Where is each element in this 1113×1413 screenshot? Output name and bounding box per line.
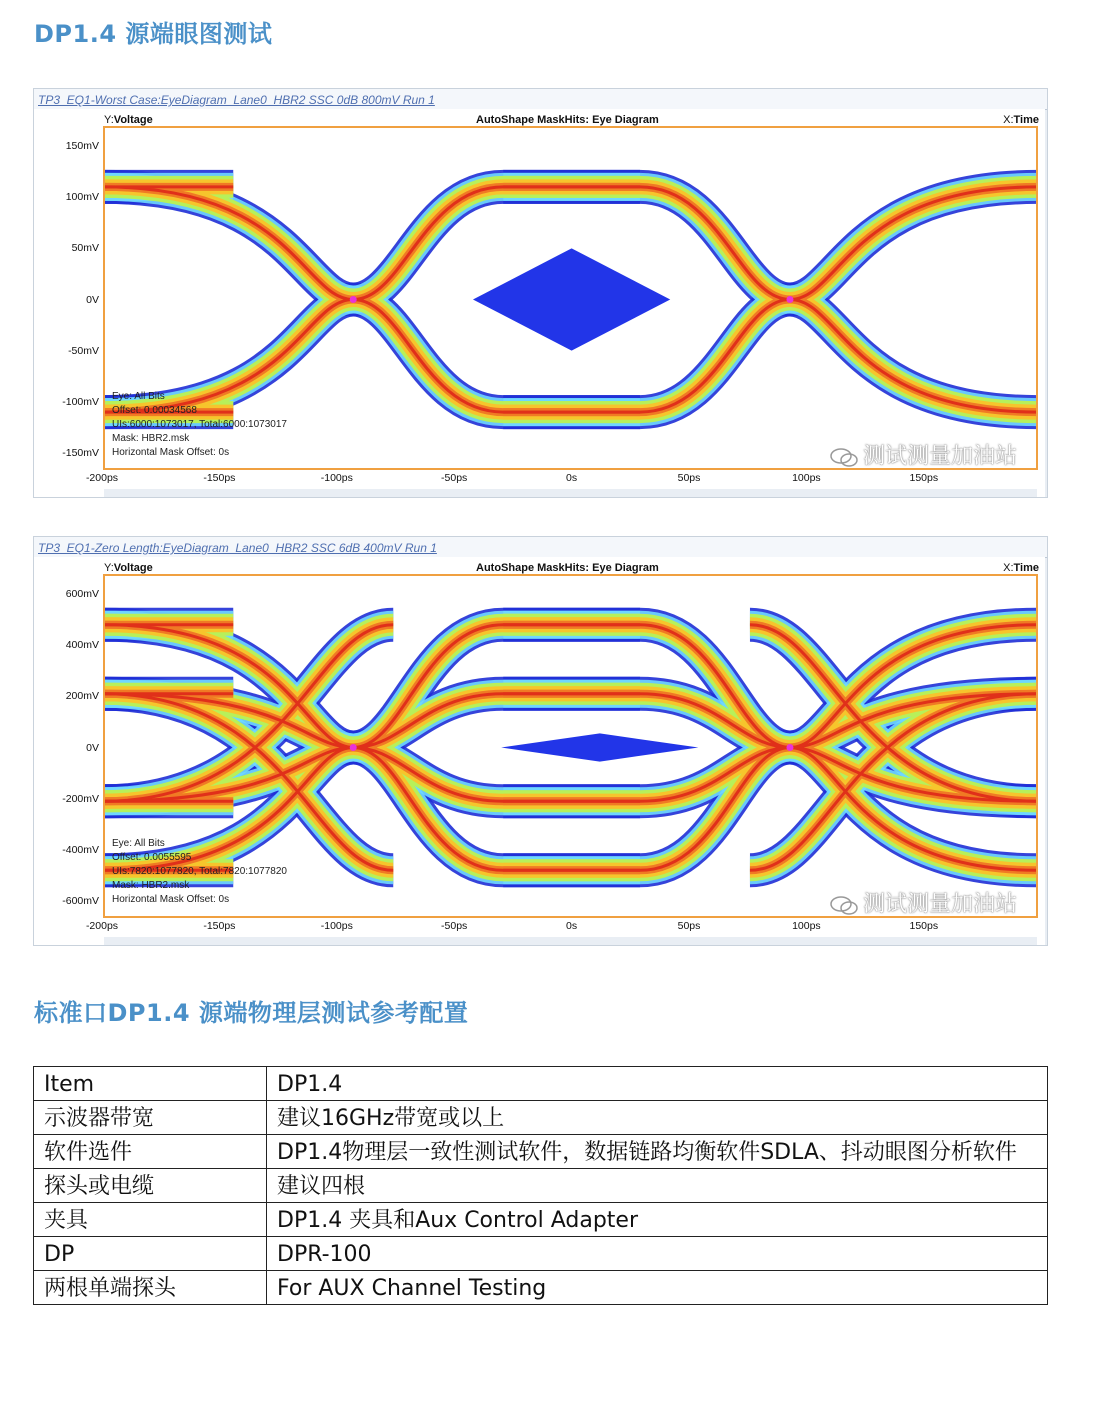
section-heading-config: 标准口DP1.4 源端物理层测试参考配置 <box>34 999 469 1027</box>
y-tick-label: 150mV <box>65 140 99 152</box>
chart-title: AutoShape MaskHits: Eye Diagram <box>476 114 659 126</box>
eye-mask <box>473 248 670 350</box>
crossing-point <box>786 296 793 303</box>
x-axis-label: X:Time <box>1003 114 1039 126</box>
table-row <box>34 1067 1048 1101</box>
table-cell-key: 软件选件 <box>34 1135 267 1169</box>
table-cell-value: DP1.4 夹具和Aux Control Adapter <box>267 1203 1048 1237</box>
x-tick-label: -150ps <box>203 472 236 484</box>
y-tick-label: -400mV <box>62 843 99 856</box>
y-tick-label: 200mV <box>65 690 99 703</box>
x-tick-label: -200ps <box>85 472 119 484</box>
x-tick-label: -50ps <box>441 920 468 932</box>
eye-mask <box>501 733 698 761</box>
table-cell-key: 夹具 <box>34 1203 267 1237</box>
x-tick-label: 0s <box>566 472 578 484</box>
y-tick-label: 600mV <box>65 588 99 600</box>
crossing-point <box>350 296 357 303</box>
watermark: 测试测量加油站 <box>829 887 1017 918</box>
x-tick-label: 50ps <box>677 472 701 484</box>
x-tick-label: 50ps <box>677 920 701 932</box>
crossing-point <box>786 744 793 751</box>
table-cell-value: DP1.4物理层一致性测试软件，数据链路均衡软件SDLA、抖动眼图分析软件 <box>267 1135 1048 1169</box>
x-tick-label: -150ps <box>203 920 236 932</box>
table-cell-key: 探头或电缆 <box>34 1169 267 1203</box>
window-title-link[interactable]: TP3_EQ1-Zero Length:EyeDiagram_Lane0_HBR2 SSC 6dB 400mV Run 1 <box>38 541 437 555</box>
table-row <box>34 1101 1048 1135</box>
eye-info-box: Eye: All Bits Offset: 0.00034568 UIs:6000:1073017, Total:6000:1073017 Mask: HBR2.msk Horizontal Mask Offset: 0s <box>112 391 287 458</box>
y-tick-label: -200mV <box>62 792 99 805</box>
x-tick-label: -100ps <box>320 472 353 484</box>
crossing-point <box>350 744 357 751</box>
table-cell-key: Item <box>34 1067 267 1101</box>
plot-margin <box>1037 557 1045 945</box>
wechat-icon <box>829 447 859 467</box>
table-cell-key: 两根单端探头 <box>34 1271 267 1305</box>
y-tick-label: 400mV <box>65 639 99 652</box>
y-axis-label: Y:Voltage <box>104 562 153 574</box>
x-tick-label: 150ps <box>909 472 939 484</box>
config-table <box>33 1066 1048 1305</box>
table-row <box>34 1237 1048 1271</box>
x-tick-label: 100ps <box>792 472 821 484</box>
y-tick-label: 0V <box>86 741 99 754</box>
x-tick-label: -100ps <box>320 920 353 932</box>
eye-info-box: Eye: All Bits Offset: 0.0055595 UIs:7820:1077820, Total:7820:1077820 Mask: HBR2.msk Horizontal Mask Offset: 0s <box>112 838 287 905</box>
eye-diagram-panel-1 <box>33 88 1048 498</box>
y-tick-label: 100mV <box>65 191 99 204</box>
table-cell-key: DP <box>34 1237 267 1271</box>
table-cell-value: For AUX Channel Testing <box>267 1271 1048 1305</box>
y-tick-label: 0V <box>86 293 99 306</box>
x-tick-label: 150ps <box>909 920 939 932</box>
table-cell-value: DP1.4 <box>267 1067 1048 1101</box>
x-axis-label: X:Time <box>1003 562 1039 574</box>
watermark: 测试测量加油站 <box>829 439 1017 470</box>
table-row <box>34 1271 1048 1305</box>
table-cell-value: 建议四根 <box>267 1169 1048 1203</box>
table-row <box>34 1135 1048 1169</box>
chart-title: AutoShape MaskHits: Eye Diagram <box>476 562 659 574</box>
x-tick-label: -50ps <box>441 472 468 484</box>
eye-diagram-panel-2 <box>33 536 1048 946</box>
x-tick-label: 100ps <box>792 920 821 932</box>
table-row <box>34 1203 1048 1237</box>
y-tick-label: -600mV <box>62 895 99 907</box>
section-heading-eye-test: DP1.4 源端眼图测试 <box>34 20 273 48</box>
y-tick-label: -100mV <box>62 395 99 408</box>
y-tick-label: 50mV <box>71 242 99 255</box>
y-tick-label: -50mV <box>68 344 99 357</box>
table-cell-key: 示波器带宽 <box>34 1101 267 1135</box>
y-tick-label: -150mV <box>62 447 99 459</box>
table-cell-value: 建议16GHz带宽或以上 <box>267 1101 1048 1135</box>
wechat-icon <box>829 895 859 915</box>
window-title-link[interactable]: TP3_EQ1-Worst Case:EyeDiagram_Lane0_HBR2 SSC 0dB 800mV Run 1 <box>38 93 435 107</box>
plot-margin <box>1037 109 1045 497</box>
table-cell-value: DPR-100 <box>267 1237 1048 1271</box>
y-axis-label: Y:Voltage <box>104 114 153 126</box>
table-row <box>34 1169 1048 1203</box>
x-tick-label: -200ps <box>85 920 119 932</box>
x-tick-label: 0s <box>566 920 578 932</box>
